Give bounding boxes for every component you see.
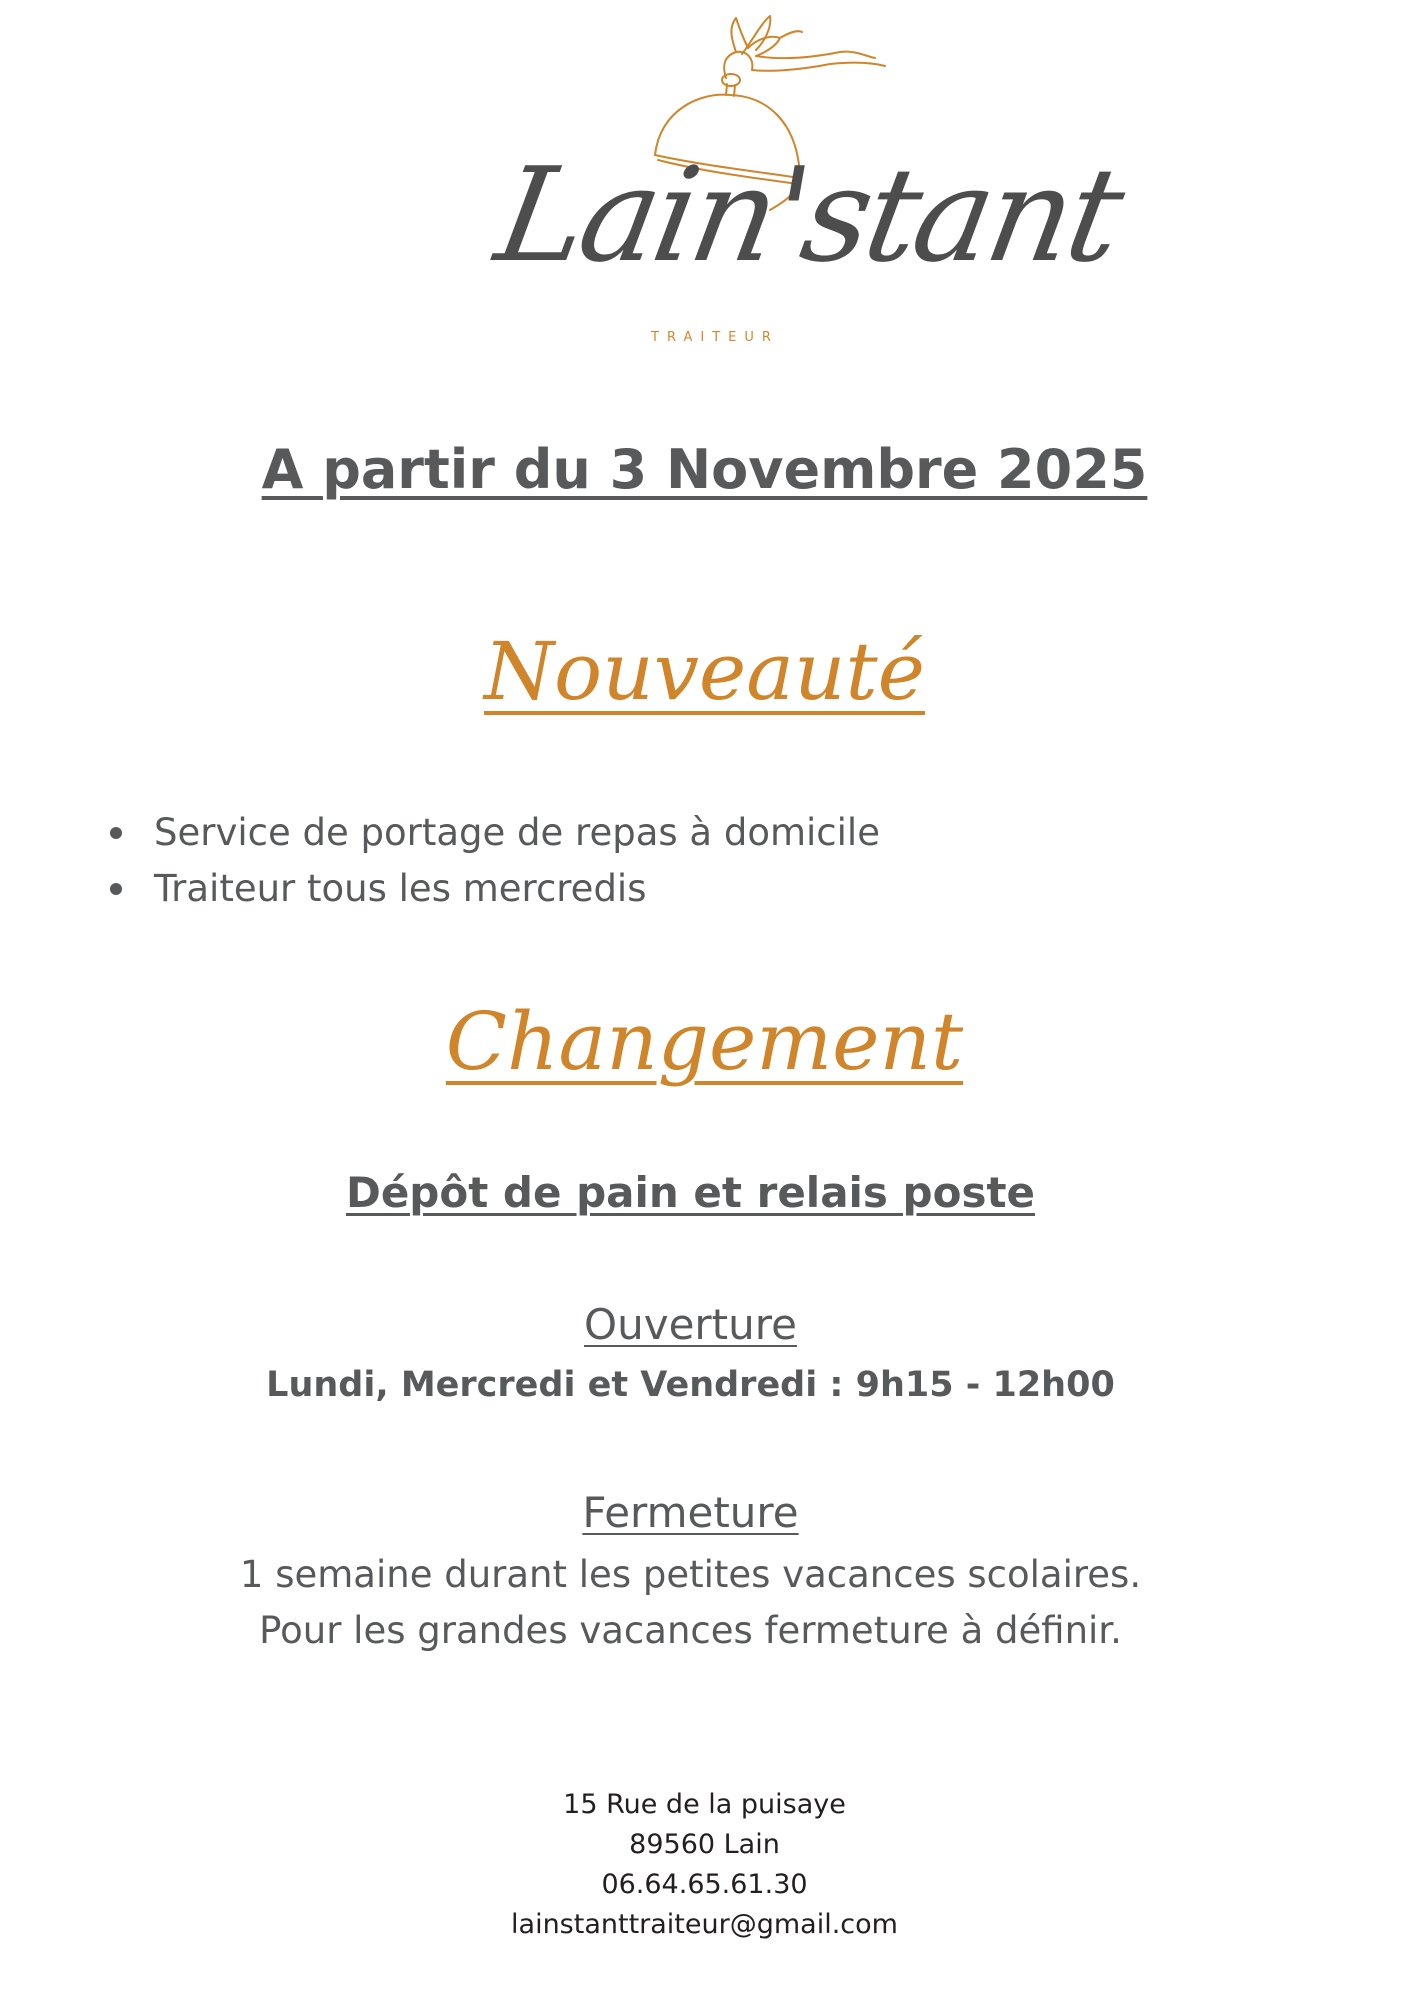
- footer-email: lainstanttraiteur@gmail.com: [511, 1909, 898, 1940]
- depot-subtitle: Dépôt de pain et relais poste: [345, 1168, 1036, 1217]
- footer-city: 89560 Lain: [629, 1829, 780, 1860]
- date-title: A partir du 3 Novembre 2025: [261, 438, 1148, 501]
- logo: [480, 0, 1131, 360]
- fermeture-line-1: 1 semaine durant les petites vacances scolaires.: [239, 1553, 1142, 1596]
- changement-heading: Changement: [445, 995, 964, 1088]
- contact-footer: [0, 1785, 1409, 1945]
- ouverture-label: Ouverture: [584, 1300, 797, 1349]
- ouverture-hours: Lundi, Mercredi et Vendredi : 9h15 - 12h00: [266, 1365, 1115, 1405]
- list-item: [110, 861, 880, 917]
- bullet-icon: [110, 883, 122, 895]
- fermeture-line-2: Pour les grandes vacances fermeture à définir.: [259, 1609, 1122, 1652]
- logo-wordmark: Lain'stant: [486, 139, 1131, 291]
- nouveaute-list: [110, 805, 880, 917]
- list-item: [110, 805, 880, 861]
- bullet-icon: [110, 827, 122, 839]
- fermeture-text: [0, 1547, 1395, 1659]
- footer-address: 15 Rue de la puisaye: [563, 1789, 846, 1820]
- nouveaute-heading: Nouveauté: [484, 625, 925, 718]
- logo-subtitle: TRAITEUR: [651, 330, 779, 345]
- list-item-text: Traiteur tous les mercredis: [154, 867, 647, 910]
- list-item-text: Service de portage de repas à domicile: [154, 811, 880, 854]
- footer-phone: 06.64.65.61.30: [601, 1869, 808, 1900]
- fermeture-label: Fermeture: [582, 1488, 799, 1537]
